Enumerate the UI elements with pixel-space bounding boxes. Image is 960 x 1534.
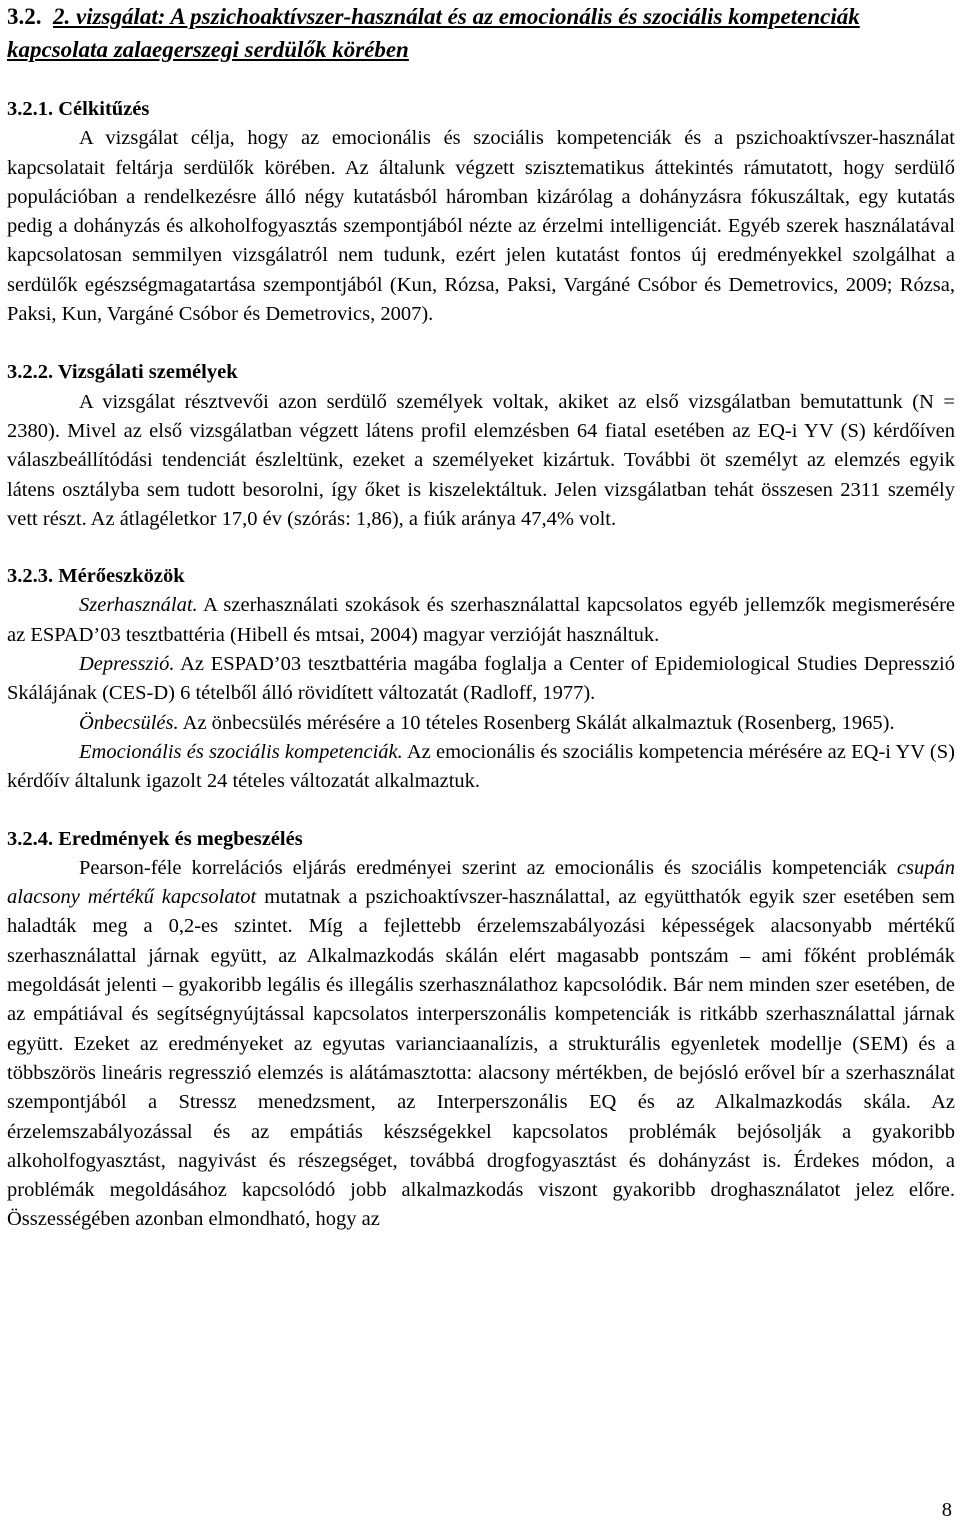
subsection-heading	[7, 358, 955, 387]
instrument-label: Önbecsülés.	[79, 711, 179, 734]
subsection-celkituzes	[7, 95, 955, 329]
subsection-vizsgalati-szemelyek	[7, 358, 955, 534]
emphasis-text: csupán alacsony mértékű kapcsolatot	[7, 856, 955, 909]
subsection-title: Eredmények és megbeszélés	[58, 827, 303, 850]
instrument-text: A szerhasználati szokások és szerhasználattal kapcsolatos egyéb jellemzők megismerésére az ESPAD’03 tesztbattéria (Hibell és mtsai, 2004) magyar verzióját használtuk.	[7, 594, 955, 646]
instrument-text: Az ESPAD’03 tesztbattéria magába foglalja a Center of Epidemiological Studies Depresszió Skálájának (CES-D) 6 tételből álló rövidített változatát (Radloff, 1977).	[7, 653, 955, 705]
subsection-eredmenyek	[7, 825, 955, 1235]
instrument-text: Az önbecsülés mérésére a 10 tételes Rosenberg Skálát alkalmaztuk (Rosenberg, 1965).	[178, 711, 895, 734]
instrument-paragraph	[7, 709, 955, 738]
instrument-text: Az emocionális és szociális kompetencia mérésére az EQ-i YV (S) kérdőív általunk igazolt 24 tételes változatát alkalmaztuk.	[7, 740, 955, 793]
paragraph: A vizsgálat célja, hogy az emocionális és szociális kompetenciák és a pszichoaktívszer-használat kapcsolatait feltárja serdülők körében. Az általunk végzett szisztematikus áttekintés rámutatott, hogy serdülő populációban a rendelkezésre álló négy kutatásból háromban kizárólag a dohányzásra fókuszáltak, egy kutatás pedig a dohányzás és alkoholfogyasztás szempontjából nézte az érzelmi intelligenciát. Egyéb szerek használatával kapcsolatosan semmilyen vizsgálatról nem tudunk, ezért jelen kutatást fontos új eredményekkel szolgálhat a serdülők egészségmagatartása szempontjából (Kun, Rózsa, Paksi, Vargáné Csóbor és Demetrovics, 2009; Rózsa, Paksi, Kun, Vargáné Csóbor és Demetrovics, 2007).	[7, 127, 955, 326]
subsection-title: Vizsgálati személyek	[57, 361, 238, 384]
subsection-number: 3.2.4.	[7, 827, 54, 850]
subsection-number: 3.2.2.	[7, 361, 54, 384]
subsection-heading	[7, 95, 955, 124]
subsection-number: 3.2.1.	[7, 98, 54, 120]
subsection-heading	[7, 825, 955, 854]
instrument-label: Szerhasználat.	[79, 594, 198, 617]
text-run: Pearson-féle korrelációs eljárás eredményei szerint az emocionális és szociális kompetenciák	[79, 856, 897, 879]
subsection-number: 3.2.3.	[7, 565, 54, 588]
instrument-paragraph	[7, 738, 955, 797]
paragraph	[7, 854, 955, 1235]
section-heading	[7, 0, 955, 66]
page-number: 8	[941, 1499, 952, 1521]
instrument-label: Emocionális és szociális kompetenciák.	[79, 740, 403, 763]
instrument-paragraph	[7, 591, 955, 650]
subsection-heading	[7, 562, 955, 591]
subsection-meroeszkozok	[7, 562, 955, 796]
subsection-title: Célkitűzés	[58, 98, 150, 120]
section-title: 2. vizsgálat: A pszichoaktívszer-használat és az emocionális és szociális kompetenciák kapcsolata zalaegerszegi serdülők körében	[7, 4, 860, 62]
paragraph: A vizsgálat résztvevői azon serdülő személyek voltak, akiket az első vizsgálatban bemutattunk (N = 2380). Mivel az első vizsgálatban végzett látens profil elemzésben 64 fiatal esetében az EQ-i YV (S) kérdőíven válaszbeállítódási tendenciát észleltünk, ezeket a személyeket kizártuk. További öt személyt az elemzés egyik látens osztályba sem tudott besorolni, így őket is kiszelektáltuk. Jelen vizsgálatban tehát összesen 2311 személy vett részt. Az átlagéletkor 17,0 év (szórás: 1,86), a fiúk aránya 47,4% volt.	[7, 390, 955, 530]
instrument-label: Depresszió.	[79, 653, 175, 676]
text-run: mutatnak a pszichoaktívszer-használattal, az együtthatók egyik szer esetében sem haladták meg a 0,2-es szintet. Míg a fejlettebb érzelemszabályozási képességek alacsonyabb mértékű szerhasználattal járnak együtt, az Alkalmazkodás skálán elért magasabb pontszám – ami főként problémák megoldását jelenti – gyakoribb legális és illegális szerhasználathoz kapcsolódik. Bár nem minden szer esetében, de az empátiával és segítségnyújtással kapcsolatos interperszonális kompetenciák is ritkább szerhasználattal járnak együtt. Ezeket az eredményeket az egyutas varianciaanalízis, a strukturális egyenletek modellje (SEM) és a többszörös lineáris regresszió elemzés is alátámasztotta: alacsony mértékben, de bejósló erővel bír a szerhasználat szempontjából a Stressz menedzsment, az Interperszonális EQ és az Alkalmazkodás skála. Az érzelemszabályozással és az empátiás készségekkel kapcsolatos problémák bejósolják a gyakoribb alkoholfogyasztást, nagyivást és részegséget, továbbá drogfogyasztást és dohányzást is. Érdekes módon, a problémák megoldásához kapcsolódó jobb alkalmazkodás viszont gyakoribb droghasználatot jelez előre. Összességében azonban elmondható, hogy az	[7, 886, 955, 1231]
section-number: 3.2.	[7, 4, 42, 29]
subsection-title: Mérőeszközök	[58, 565, 185, 588]
document-page	[7, 0, 955, 1235]
instrument-paragraph	[7, 650, 955, 709]
